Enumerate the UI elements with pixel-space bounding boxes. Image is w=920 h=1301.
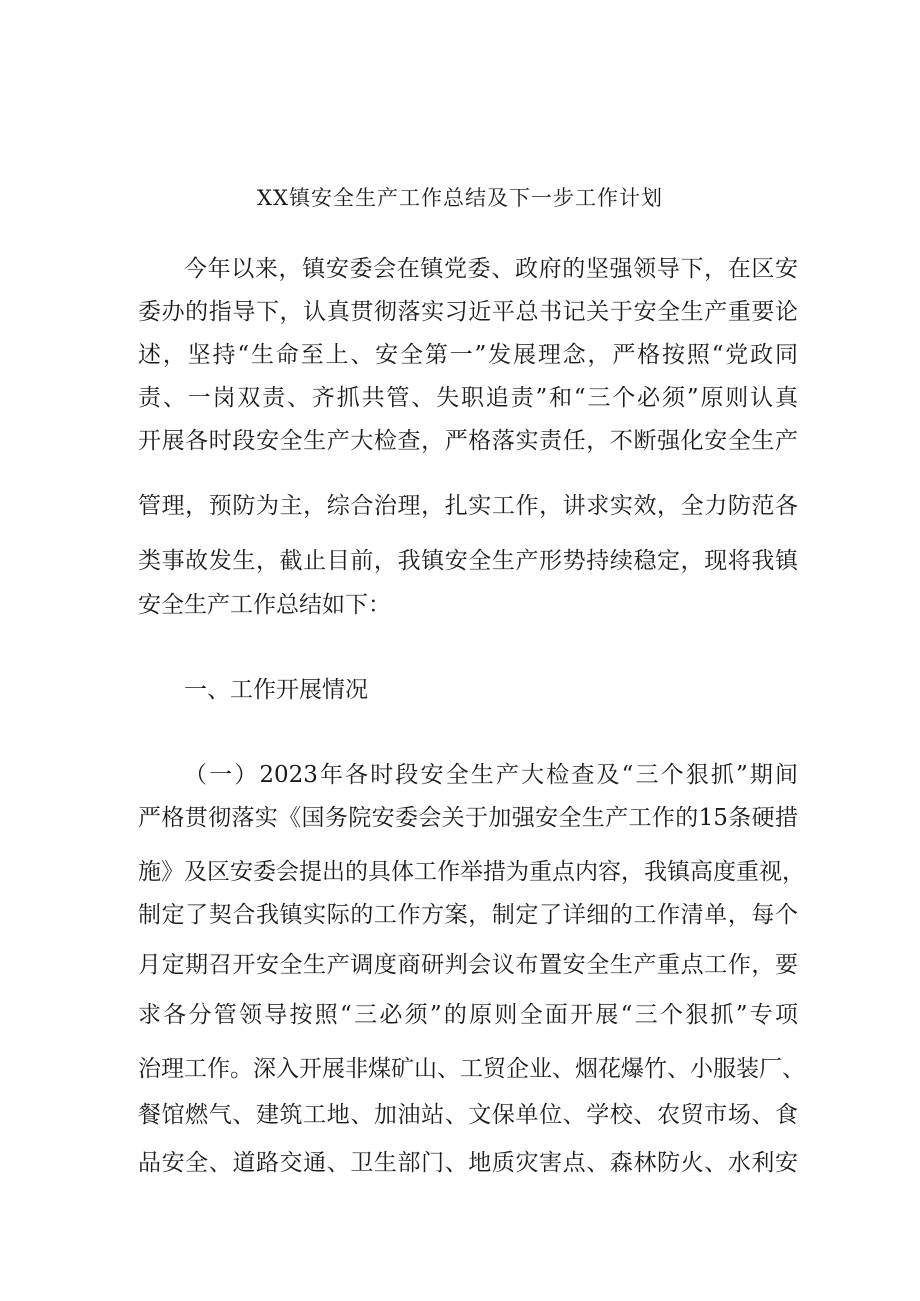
body-line: 求各分管领导按照“三必须”的原则全面开展“三个狠抓”专项 — [138, 1002, 798, 1028]
intro-line: 今年以来，镇安委会在镇党委、政府的坚强领导下，在区安 — [184, 256, 798, 282]
body-line: 治理工作。深入开展非煤矿山、工贸企业、烟花爆竹、小服装厂、 — [138, 1056, 805, 1082]
intro-line: 开展各时段安全生产大检查，严格落实责任，不断强化安全生产 — [138, 428, 798, 454]
document-title: XX镇安全生产工作总结及下一步工作计划 — [257, 186, 663, 210]
body-line: 严格贯彻落实《国务院安委会关于加强安全生产工作的15条硬措 — [138, 805, 798, 831]
section-heading: 一、工作开展情况 — [184, 677, 368, 703]
body-line: （一）2023年各时段安全生产大检查及“三个狠抓”期间 — [184, 762, 798, 788]
body-line: 制定了契合我镇实际的工作方案，制定了详细的工作清单，每个 — [138, 902, 798, 928]
intro-line: 管理，预防为主，综合治理，扎实工作，讲求实效，全力防范各 — [138, 493, 798, 519]
intro-line: 责、一岗双责、齐抓共管、失职追责”和“三个必须”原则认真 — [138, 385, 798, 411]
body-line: 餐馆燃气、建筑工地、加油站、文保单位、学校、农贸市场、食 — [138, 1102, 798, 1128]
intro-line: 类事故发生，截止目前，我镇安全生产形势持续稳定，现将我镇 — [138, 548, 798, 574]
intro-line: 述，坚持“生命至上、安全第一”发展理念，严格按照“党政同 — [138, 342, 798, 368]
body-line: 品安全、道路交通、卫生部门、地质灾害点、森林防火、水利安 — [138, 1150, 798, 1176]
intro-line: 委办的指导下，认真贯彻落实习近平总书记关于安全生产重要论 — [138, 299, 798, 325]
body-line: 月定期召开安全生产调度商研判会议布置安全生产重点工作，要 — [138, 952, 798, 978]
intro-line: 安全生产工作总结如下： — [138, 592, 391, 618]
body-line: 施》及区安委会提出的具体工作举措为重点内容，我镇高度重视， — [138, 859, 805, 885]
